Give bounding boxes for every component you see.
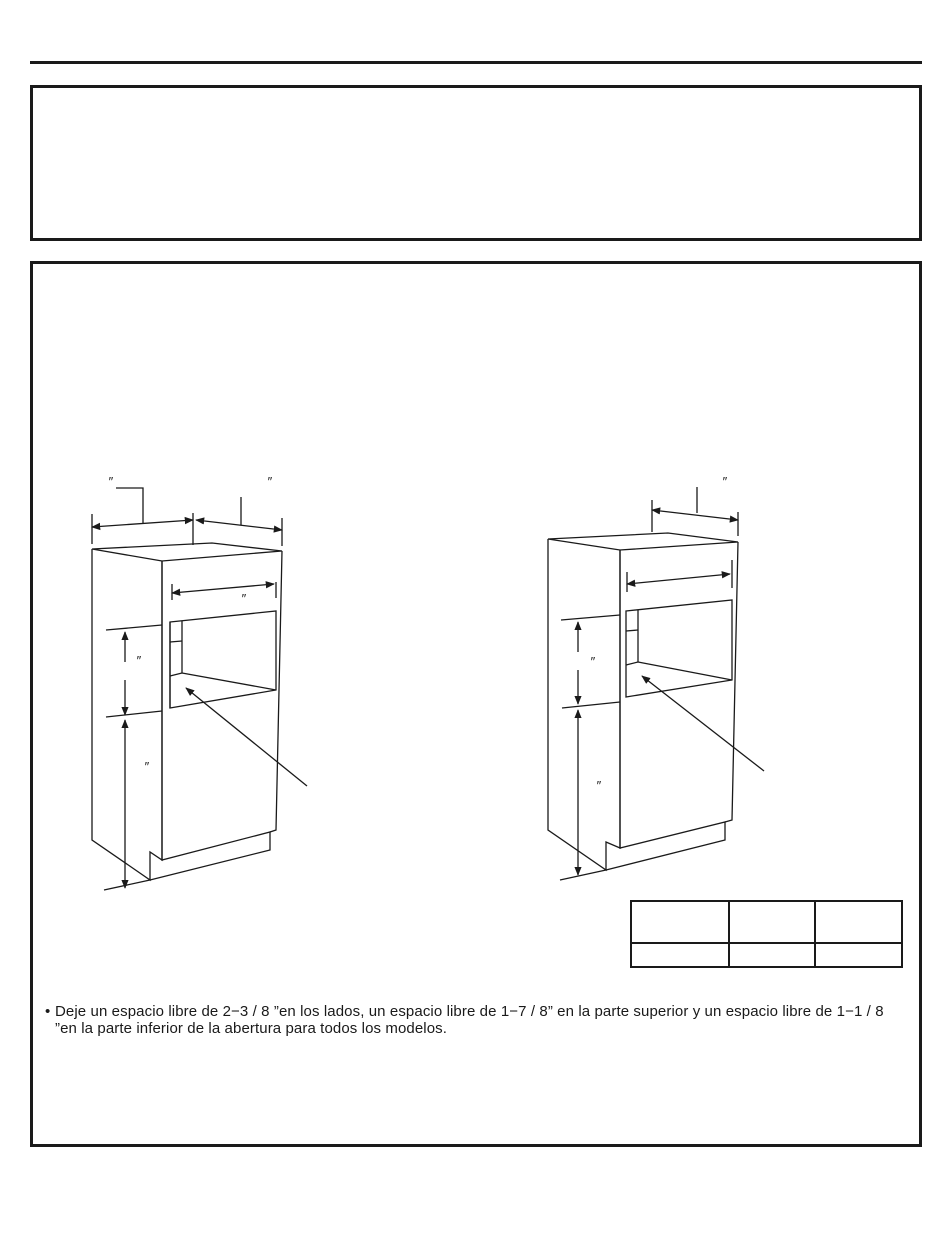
table-row: [631, 943, 902, 967]
dim-mark-cutout-height: ″: [136, 653, 141, 668]
bullet-icon: •: [45, 1003, 51, 1020]
left-cabinet: [92, 488, 307, 890]
dim-mark-inner-width: ″: [241, 591, 246, 606]
dim-mark-width-left: ″: [108, 474, 113, 489]
table-cell: [631, 943, 729, 967]
dim-mark-cutout-height: ″: [590, 654, 595, 669]
dim-mark-floor-height: ″: [144, 759, 149, 774]
table-row: [631, 901, 902, 943]
left-dimension-marks: [108, 474, 272, 774]
table-cell: [729, 901, 815, 943]
dim-mark-width-right: ″: [267, 474, 272, 489]
table-cell: [815, 901, 902, 943]
right-dimension-marks: [590, 474, 727, 793]
clearance-note: [45, 1003, 905, 1037]
dim-mark-floor-height: ″: [596, 778, 601, 793]
dim-mark-width: ″: [722, 474, 727, 489]
clearance-note-text: Deje un espacio libre de 2−3 / 8 ”en los lados, un espacio libre de 1−7 / 8” en la parte superior y un espacio libre de 1−1 / 8 ”en la parte inferior de la abertura para todos los modelos.: [55, 1003, 884, 1037]
table-cell: [815, 943, 902, 967]
right-cabinet: [548, 487, 764, 880]
table-cell: [631, 901, 729, 943]
table-cell: [729, 943, 815, 967]
dimension-table: [630, 900, 903, 968]
